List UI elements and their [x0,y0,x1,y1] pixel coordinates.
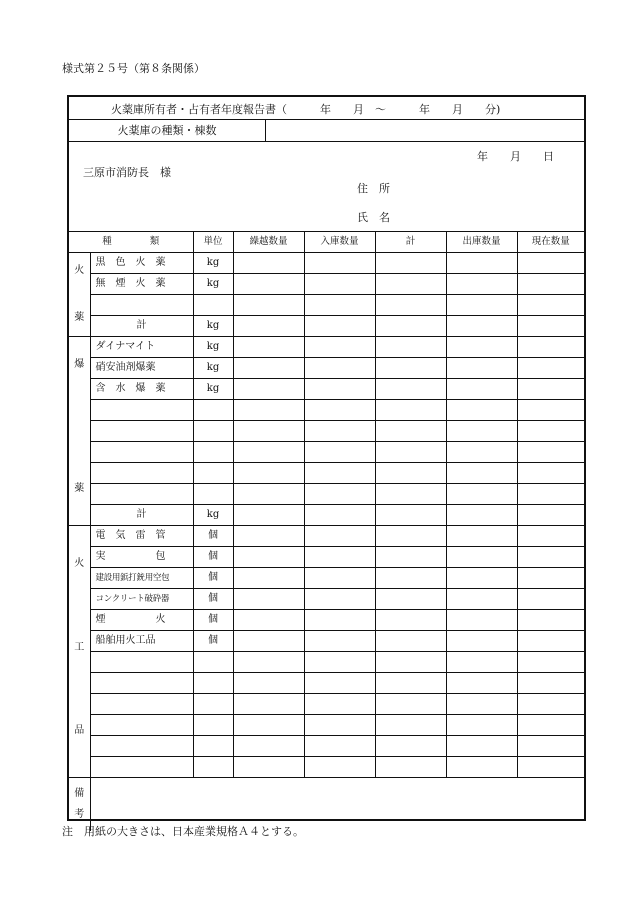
item-unit[interactable] [193,295,233,316]
cell-carried[interactable] [233,421,304,442]
cell-shipped[interactable] [446,421,517,442]
cell-current[interactable] [517,631,584,652]
item-name[interactable] [90,673,193,694]
cell-received[interactable] [304,736,375,757]
inventory-table [69,232,584,831]
item-unit: kg [193,505,233,526]
cell-received[interactable] [304,484,375,505]
cell-carried[interactable] [233,442,304,463]
cell-carried[interactable] [233,484,304,505]
cell-shipped[interactable] [446,715,517,736]
item-unit: 個 [193,568,233,589]
table-row [69,358,584,379]
item-name: 実 包 [90,547,193,568]
cell-total[interactable] [375,610,446,631]
header-carried: 繰越数量 [233,232,304,253]
cell-shipped[interactable] [446,547,517,568]
cell-shipped[interactable] [446,400,517,421]
cell-current[interactable] [517,757,584,778]
cell-current[interactable] [517,316,584,337]
cell-carried[interactable] [233,295,304,316]
cell-carried[interactable] [233,757,304,778]
cell-received[interactable] [304,505,375,526]
item-unit: 個 [193,589,233,610]
cell-shipped[interactable] [446,484,517,505]
cell-total[interactable] [375,463,446,484]
cell-current[interactable] [517,358,584,379]
table-header-row [69,232,584,253]
table-row [69,295,584,316]
cell-current[interactable] [517,568,584,589]
table-row [69,274,584,295]
cell-carried[interactable] [233,673,304,694]
cell-received[interactable] [304,358,375,379]
cell-carried[interactable] [233,631,304,652]
item-name: 建設用鋲打銃用空包 [90,568,193,589]
item-name[interactable] [90,421,193,442]
addressee: 三原市消防長 様 [83,166,171,179]
cell-received[interactable] [304,631,375,652]
item-name[interactable] [90,295,193,316]
item-name[interactable] [90,694,193,715]
cell-total[interactable] [375,295,446,316]
item-unit: 個 [193,631,233,652]
subtotal-label: 計 [90,316,193,337]
category-kayaku: 火 薬 [69,253,90,337]
storage-kind-field[interactable] [269,120,584,141]
table-row [69,589,584,610]
cell-received[interactable] [304,379,375,400]
cell-carried[interactable] [233,568,304,589]
cell-current[interactable] [517,337,584,358]
cell-total[interactable] [375,400,446,421]
item-unit[interactable] [193,421,233,442]
cell-carried[interactable] [233,358,304,379]
item-unit[interactable] [193,400,233,421]
item-name[interactable] [90,757,193,778]
header-total: 計 [375,232,446,253]
item-unit[interactable] [193,652,233,673]
cell-carried[interactable] [233,589,304,610]
cell-received[interactable] [304,673,375,694]
table-row [69,400,584,421]
cell-current[interactable] [517,421,584,442]
item-unit: kg [193,274,233,295]
table-row [69,463,584,484]
item-unit: kg [193,337,233,358]
cell-shipped[interactable] [446,442,517,463]
name-label: 氏 名 [357,211,390,224]
cell-shipped[interactable] [446,568,517,589]
item-unit: 個 [193,610,233,631]
cell-total[interactable] [375,316,446,337]
cell-received[interactable] [304,337,375,358]
cell-received[interactable] [304,295,375,316]
cell-shipped[interactable] [446,274,517,295]
applicant-section [69,142,584,232]
cell-shipped[interactable] [446,316,517,337]
cell-total[interactable] [375,673,446,694]
item-name[interactable] [90,400,193,421]
cell-carried[interactable] [233,400,304,421]
cell-total[interactable] [375,589,446,610]
item-name: 無 煙 火 薬 [90,274,193,295]
cell-carried[interactable] [233,715,304,736]
item-unit: 個 [193,526,233,547]
cell-shipped[interactable] [446,736,517,757]
cell-current[interactable] [517,673,584,694]
table-row [69,757,584,778]
table-row [69,610,584,631]
cell-total[interactable] [375,694,446,715]
cell-shipped[interactable] [446,379,517,400]
cell-shipped[interactable] [446,673,517,694]
item-unit[interactable] [193,673,233,694]
table-row [69,673,584,694]
cell-total[interactable] [375,547,446,568]
cell-total[interactable] [375,736,446,757]
cell-shipped[interactable] [446,757,517,778]
header-received: 入庫数量 [304,232,375,253]
cell-received[interactable] [304,316,375,337]
item-unit: kg [193,253,233,274]
table-row [69,484,584,505]
table-row [69,652,584,673]
item-name: コンクリート破砕器 [90,589,193,610]
header-unit: 単位 [193,232,233,253]
cell-current[interactable] [517,253,584,274]
cell-current[interactable] [517,526,584,547]
cell-shipped[interactable] [446,295,517,316]
item-name[interactable] [90,484,193,505]
cell-current[interactable] [517,652,584,673]
cell-shipped[interactable] [446,253,517,274]
category-bakuyaku: 爆 薬 [69,337,90,526]
cell-carried[interactable] [233,253,304,274]
cell-current[interactable] [517,589,584,610]
cell-shipped[interactable] [446,358,517,379]
cell-shipped[interactable] [446,337,517,358]
item-name[interactable] [90,463,193,484]
cell-carried[interactable] [233,547,304,568]
cell-carried[interactable] [233,337,304,358]
cell-total[interactable] [375,631,446,652]
cell-carried[interactable] [233,274,304,295]
item-unit: kg [193,316,233,337]
item-name[interactable] [90,736,193,757]
table-row [69,442,584,463]
cell-received[interactable] [304,610,375,631]
cell-received[interactable] [304,274,375,295]
remarks-label: 備 考 [69,778,90,832]
cell-received[interactable] [304,253,375,274]
address-label: 住 所 [357,182,390,195]
item-unit[interactable] [193,694,233,715]
table-row [69,253,584,274]
item-name: 船舶用火工品 [90,631,193,652]
report-date[interactable]: 年 月 日 [477,150,554,163]
item-name: 電 気 雷 管 [90,526,193,547]
item-name: 含 水 爆 薬 [90,379,193,400]
cell-received[interactable] [304,694,375,715]
table-row [69,736,584,757]
cell-carried[interactable] [233,610,304,631]
subtotal-label: 計 [90,505,193,526]
cell-received[interactable] [304,400,375,421]
cell-shipped[interactable] [446,505,517,526]
item-unit[interactable] [193,463,233,484]
cell-shipped[interactable] [446,610,517,631]
cell-received[interactable] [304,526,375,547]
cell-current[interactable] [517,400,584,421]
cell-received[interactable] [304,421,375,442]
cell-carried[interactable] [233,505,304,526]
item-name: ダイナマイト [90,337,193,358]
table-row [69,631,584,652]
cell-total[interactable] [375,757,446,778]
cell-shipped[interactable] [446,589,517,610]
table-row [69,421,584,442]
cell-total[interactable] [375,442,446,463]
item-unit[interactable] [193,715,233,736]
storage-kind-label: 火薬庫の種類・棟数 [69,120,266,141]
header-shipped: 出庫数量 [446,232,517,253]
cell-carried[interactable] [233,652,304,673]
cell-carried[interactable] [233,736,304,757]
item-name: 黒 色 火 薬 [90,253,193,274]
cell-current[interactable] [517,505,584,526]
cell-received[interactable] [304,757,375,778]
cell-received[interactable] [304,652,375,673]
table-row [69,526,584,547]
table-row-subtotal [69,316,584,337]
table-row [69,568,584,589]
form-title: 火薬庫所有者・占有者年度報告書（ 年 月 ～ 年 月 分) [111,103,501,116]
cell-total[interactable] [375,715,446,736]
form-number: 様式第２５号（第８条関係） [62,62,205,75]
item-unit[interactable] [193,736,233,757]
cell-current[interactable] [517,463,584,484]
storage-kind-row [69,120,584,142]
cell-shipped[interactable] [446,526,517,547]
cell-current[interactable] [517,274,584,295]
item-unit: kg [193,358,233,379]
cell-shipped[interactable] [446,631,517,652]
table-row [69,379,584,400]
table-row [69,694,584,715]
cell-total[interactable] [375,652,446,673]
cell-received[interactable] [304,568,375,589]
cell-total[interactable] [375,358,446,379]
cell-current[interactable] [517,715,584,736]
cell-received[interactable] [304,442,375,463]
cell-carried[interactable] [233,379,304,400]
item-name[interactable] [90,652,193,673]
cell-current[interactable] [517,484,584,505]
cell-received[interactable] [304,589,375,610]
cell-current[interactable] [517,379,584,400]
item-unit[interactable] [193,442,233,463]
item-unit: 個 [193,547,233,568]
cell-received[interactable] [304,463,375,484]
cell-total[interactable] [375,526,446,547]
item-name: 煙 火 [90,610,193,631]
cell-total[interactable] [375,379,446,400]
cell-total[interactable] [375,505,446,526]
cell-current[interactable] [517,442,584,463]
item-name[interactable] [90,442,193,463]
form-title-row [69,97,584,120]
item-name[interactable] [90,715,193,736]
cell-total[interactable] [375,274,446,295]
cell-received[interactable] [304,715,375,736]
cell-current[interactable] [517,295,584,316]
table-row [69,547,584,568]
report-form [67,95,586,821]
cell-total[interactable] [375,337,446,358]
item-name: 硝安油剤爆薬 [90,358,193,379]
cell-shipped[interactable] [446,463,517,484]
cell-shipped[interactable] [446,694,517,715]
item-unit: kg [193,379,233,400]
table-row [69,337,584,358]
cell-current[interactable] [517,736,584,757]
category-kakouhin: 火 工 品 [69,526,90,778]
header-current: 現在数量 [517,232,584,253]
cell-received[interactable] [304,547,375,568]
cell-carried[interactable] [233,316,304,337]
cell-total[interactable] [375,484,446,505]
cell-current[interactable] [517,694,584,715]
cell-shipped[interactable] [446,652,517,673]
cell-current[interactable] [517,610,584,631]
item-unit[interactable] [193,757,233,778]
table-row-subtotal [69,505,584,526]
cell-total[interactable] [375,253,446,274]
cell-carried[interactable] [233,463,304,484]
cell-total[interactable] [375,568,446,589]
cell-carried[interactable] [233,694,304,715]
footnote: 注 用紙の大きさは、日本産業規格Ａ４とする。 [62,825,304,838]
header-category: 種 類 [69,232,193,253]
table-row [69,715,584,736]
item-unit[interactable] [193,484,233,505]
cell-carried[interactable] [233,526,304,547]
cell-current[interactable] [517,547,584,568]
cell-total[interactable] [375,421,446,442]
